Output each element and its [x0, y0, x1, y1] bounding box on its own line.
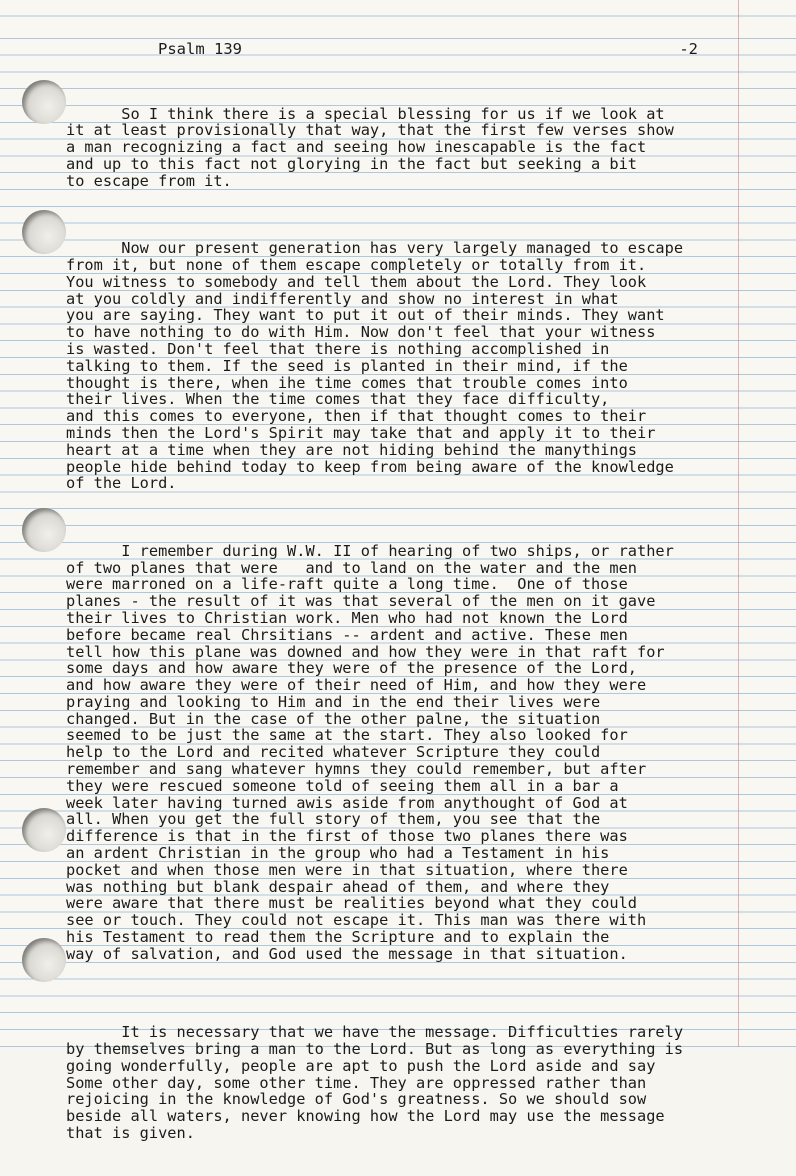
binder-hole	[22, 80, 66, 124]
binder-hole	[22, 508, 66, 552]
page-header	[158, 40, 698, 58]
margin-line	[738, 0, 739, 1047]
paragraph: Now our present generation has very largely managed to escape from it, but none of them escape completely or totally from it. You witness to somebody and tell them about the Lord. They look at you coldly and indifferently and show no interest in what you are saying. They want to put it out of their minds. They want to have nothing to do with Him. Now don't feel that your witness is wasted. Don't feel that there is nothing accomplished in talking to them. If the seed is planted in their mind, if the thought is there, when ihe time comes that trouble comes into their lives. When the time comes that they face difficulty, and this comes to everyone, then if that thought comes to their minds then the Lord's Spirit may take that and apply it to their heart at a time when they are not hiding behind the manythings people hide behind today to keep from being aware of the knowledge of the Lord.	[66, 239, 684, 493]
binder-hole	[22, 938, 66, 982]
paragraph: I remember during W.W. II of hearing of two ships, or rather of two planes that were and to land on the water and the men were marroned on a life-raft quite a long time. One of those planes - the result of it was that several of the men on it gave their lives to Christian work. Men who had not known the Lord before became real Chrsitians -- ardent and active. These men tell how this plane was downed and how they were in that raft for some days and how aware they were of the presence of the Lord, and how aware they were of their need of Him, and how they were praying and looking to Him and in the end their lives were changed. But in the case of the other palne, the situation seemed to be just the same at the start. They also looked for help to the Lord and recited whatever Scripture they could remember and sang whatever hymns they could remember, but after they were rescued someone told of seeing them all in a bar a week later having turned awis aside from anythought of God at all. When you get the full story of them, you see that the difference is that in the first of those two planes there was an ardent Christian in the group who had a Testament in his pocket and when those men were in that situation, where there was nothing but blank despair ahead of them, and where they were aware that there must be realities beyond what they could see or touch. They could not escape it. This man was there with his Testament to read them the Scripture and to explain the way of salvation, and God used the message in that situation.	[66, 541, 674, 963]
page-number: -2	[679, 40, 698, 58]
paragraph: So I think there is a special blessing for us if we look at it at least provisionally that way, that the first few verses show a man recognizing a fact and seeing how inescapable is the fact and up to this fact not glorying in the fact but seeking a bit to escape from it.	[66, 104, 674, 190]
body-text	[66, 72, 738, 1175]
binder-hole	[22, 808, 66, 852]
page-title: Psalm 139	[158, 40, 242, 58]
paragraph: It is necessary that we have the message. Difficulties rarely by themselves bring a man to the Lord. But as long as everything is going wonderfully, people are apt to push the Lord aside and say Some other day, some other time. They are oppressed rather than rejoicing in the knowledge of God's greatness. So we should sow beside all waters, never knowing how the Lord may use the message that is given.	[66, 1023, 684, 1143]
binder-hole	[22, 210, 66, 254]
